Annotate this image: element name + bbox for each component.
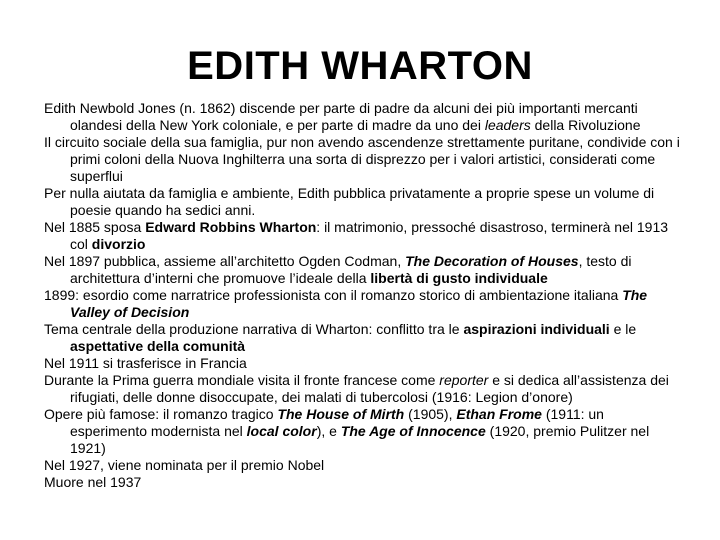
paragraph bbox=[44, 457, 684, 474]
paragraph-text: Opere più famose: il romanzo tragico bbox=[44, 406, 278, 422]
emphasized-text: aspirazioni individuali bbox=[463, 321, 610, 337]
emphasized-text: divorzio bbox=[91, 236, 146, 252]
emphasized-text: local color bbox=[246, 423, 317, 439]
paragraph-text: Nel 1927, viene nominata per il premio Nobel bbox=[44, 457, 325, 473]
paragraph-text: e si dedica all’assistenza dei rifugiati, delle donne disoccupate, dei malati di tubercolosi (1916: Legion d’onore) bbox=[70, 372, 669, 405]
paragraph-text: (1905), bbox=[404, 406, 457, 422]
emphasized-text: The House of Mirth bbox=[277, 406, 405, 422]
paragraph-text: ), e bbox=[316, 423, 341, 439]
paragraph-text: Nel 1885 sposa bbox=[44, 219, 146, 235]
emphasized-text: Edward Robbins Wharton bbox=[145, 219, 317, 235]
paragraph-text: Per nulla aiutata da famiglia e ambiente, Edith pubblica privatamente a proprie spese un volume di poesie quando ha sedici anni. bbox=[44, 185, 655, 218]
paragraph-text: Muore nel 1937 bbox=[44, 474, 142, 490]
paragraph bbox=[44, 253, 684, 287]
paragraph-text: e le bbox=[609, 321, 637, 337]
paragraph-text: Nel 1897 pubblica, assieme all’architetto Ogden Codman, bbox=[44, 253, 406, 269]
paragraph bbox=[44, 321, 684, 355]
paragraph bbox=[44, 474, 684, 491]
paragraph-text: : il matrimonio, pressoché disastroso, terminerà nel 1913 col bbox=[70, 219, 669, 252]
paragraph-text: (1920, premio Pulitzer nel 1921) bbox=[70, 423, 650, 456]
paragraph-text: Tema centrale della produzione narrativa di Wharton: conflitto tra le bbox=[44, 321, 464, 337]
emphasized-text: reporter bbox=[439, 372, 489, 388]
paragraph-text: 1899: esordio come narratrice professionista con il romanzo storico di ambientazione italiana bbox=[44, 287, 623, 303]
emphasized-text: The Valley of Decision bbox=[70, 287, 648, 320]
paragraph bbox=[44, 134, 684, 185]
paragraph-text: Nel 1911 si trasferisce in Francia bbox=[44, 355, 247, 371]
paragraph-text: Durante la Prima guerra mondiale visita il fronte francese come bbox=[44, 372, 440, 388]
emphasized-text: leaders bbox=[484, 117, 531, 133]
slide-body bbox=[44, 100, 684, 491]
paragraph-text: , testo di architettura d’interni che promuove l’ideale della bbox=[70, 253, 632, 286]
paragraph bbox=[44, 355, 684, 372]
slide-title: EDITH WHARTON bbox=[187, 44, 533, 88]
paragraph bbox=[44, 100, 684, 134]
paragraph bbox=[44, 185, 684, 219]
paragraph-text: Edith Newbold Jones (n. 1862) discende per parte di padre da alcuni dei più importanti mercanti olandesi della New York coloniale, e per parte di madre da uno dei bbox=[44, 100, 638, 133]
emphasized-text: aspettative della comunità bbox=[70, 338, 246, 354]
paragraph bbox=[44, 372, 684, 406]
emphasized-text: The Age of Innocence bbox=[340, 423, 486, 439]
emphasized-text: libertà di gusto individuale bbox=[370, 270, 548, 286]
paragraph-text: della Rivoluzione bbox=[530, 117, 641, 133]
paragraph bbox=[44, 219, 684, 253]
paragraph-text: Il circuito sociale della sua famiglia, pur non avendo ascendenze strettamente puritane, condivide con i primi coloni della Nuova Inghilterra una sorta di disprezzo per i valori artistici, considerati come superflui bbox=[44, 134, 680, 184]
emphasized-text: Ethan Frome bbox=[456, 406, 542, 422]
paragraph bbox=[44, 406, 684, 457]
paragraph-text: (1911: un esperimento modernista nel bbox=[70, 406, 604, 439]
paragraph bbox=[44, 287, 684, 321]
emphasized-text: The Decoration of Houses bbox=[405, 253, 579, 269]
